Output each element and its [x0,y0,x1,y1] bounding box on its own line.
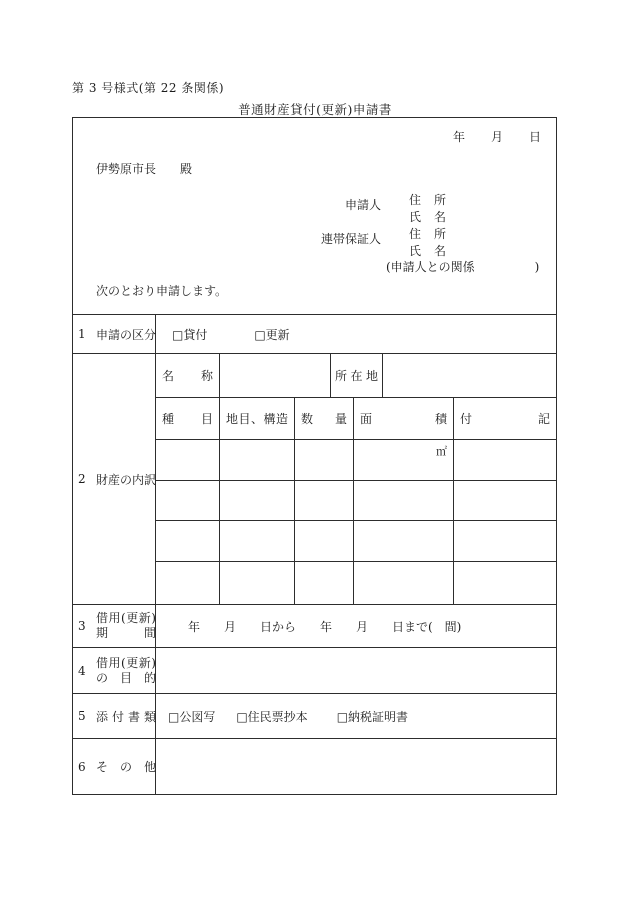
col-landuse-label: 地目、構造 [226,411,288,426]
section-loan-period [73,604,556,647]
residence-certificate-checkbox[interactable]: □住民票抄本 [236,709,308,724]
property-name-row [156,354,556,397]
declaration-text: 次のとおり申請します。 [96,284,228,298]
property-cell [156,562,220,604]
property-location-label: 所在地 [335,368,378,383]
col-note-label: 付記 [460,411,550,426]
col-category-label: 種目 [162,411,213,426]
section5-label-cell [73,694,156,738]
section3-number: 3 [78,619,86,633]
property-cell [454,521,556,561]
section6-number: 6 [78,759,86,774]
section5-number: 5 [78,709,86,723]
col-area-header [354,398,454,439]
property-area-cell [354,440,454,480]
property-cell [454,440,556,480]
section1-content [156,315,556,353]
applicant-name-label: 氏名 [409,210,446,224]
section2-label: 財産の内訳 [96,472,156,487]
property-data-row [156,480,556,521]
property-cell [220,440,295,480]
header-section [73,118,556,314]
section1-number: 1 [78,327,86,341]
guarantor-name-line [73,243,556,260]
property-cell [454,562,556,604]
guarantor-address-line [73,226,556,246]
date-field: 年月日 [453,130,541,144]
section1-label-cell [73,315,156,353]
property-cell [295,481,354,521]
addressee: 伊勢原市長 殿 [96,162,193,176]
section-property-details [73,353,556,604]
loan-checkbox[interactable]: □貸付 [172,327,208,342]
applicant-role-label: 申請人 [344,198,381,212]
applicant-address-line [73,192,556,212]
loan-purpose-field [156,648,556,693]
property-cell [295,562,354,604]
property-cell [220,521,295,561]
col-quantity-header [295,398,354,439]
area-unit-label: ㎡ [436,444,447,458]
form-box [72,117,557,795]
section4-label [96,656,156,686]
applicant-name-line [73,209,556,226]
property-columns-header-row [156,397,556,439]
section-attachments [73,693,556,738]
property-cell [220,481,295,521]
property-table [156,354,556,604]
form-number: 第 3 号様式(第 22 条関係) [72,81,225,95]
section2-number: 2 [78,472,86,486]
col-landuse-header [220,398,295,439]
guarantor-name-label: 氏名 [409,244,446,258]
property-name-header [156,354,220,397]
section1-label: 申請の区分 [96,327,156,342]
property-data-row [156,561,556,604]
property-data-row [156,439,556,480]
section6-label: その他 [96,760,156,774]
relation-label: (申請人との関係 ) [386,260,540,274]
other-field [156,739,556,794]
loan-period-field: 年 月 日から 年 月 日まで( 間) [188,619,462,634]
property-cell [220,562,295,604]
section3-label [96,611,156,641]
property-name-input-cell [220,354,331,397]
section-loan-purpose [73,647,556,693]
property-cell [295,440,354,480]
property-cell [354,521,454,561]
section-other [73,738,556,794]
section6-label-cell [73,739,156,794]
guarantor-role-label: 連帯保証人 [320,232,381,246]
section5-label: 添付書類 [96,709,156,724]
col-area-label: 面積 [360,411,447,426]
applicant-address-label: 住所 [409,193,446,207]
tax-certificate-checkbox[interactable]: □納税証明書 [336,709,409,724]
col-category-header [156,398,220,439]
property-name-label: 名称 [162,368,213,383]
col-quantity-label: 数量 [301,411,347,426]
col-note-header [454,398,556,439]
property-data-row [156,520,556,561]
property-cell [354,562,454,604]
form-title: 普通財産貸付(更新)申請書 [238,102,392,117]
section4-label-line1: 借用(更新) [96,655,156,670]
cadastral-map-checkbox[interactable]: □公図写 [168,709,216,724]
property-location-input-cell [383,354,556,397]
property-cell [156,521,220,561]
section5-content [156,694,556,738]
property-cell [295,521,354,561]
section3-label-line1: 借用(更新) [96,611,156,625]
relation-line [73,259,556,276]
property-cell [454,481,556,521]
section4-label-line2: の目的 [96,670,156,685]
section4-label-cell [73,648,156,693]
section-application-type [73,314,556,353]
property-location-header [331,354,383,397]
section3-label-cell [73,605,156,647]
property-cell [156,481,220,521]
renewal-checkbox[interactable]: □更新 [254,327,290,342]
section3-label-line2: 期間 [96,626,156,640]
property-cell [156,440,220,480]
property-cell [354,481,454,521]
guarantor-address-label: 住所 [409,227,446,241]
section4-number: 4 [78,663,86,678]
section2-label-cell [73,354,156,604]
